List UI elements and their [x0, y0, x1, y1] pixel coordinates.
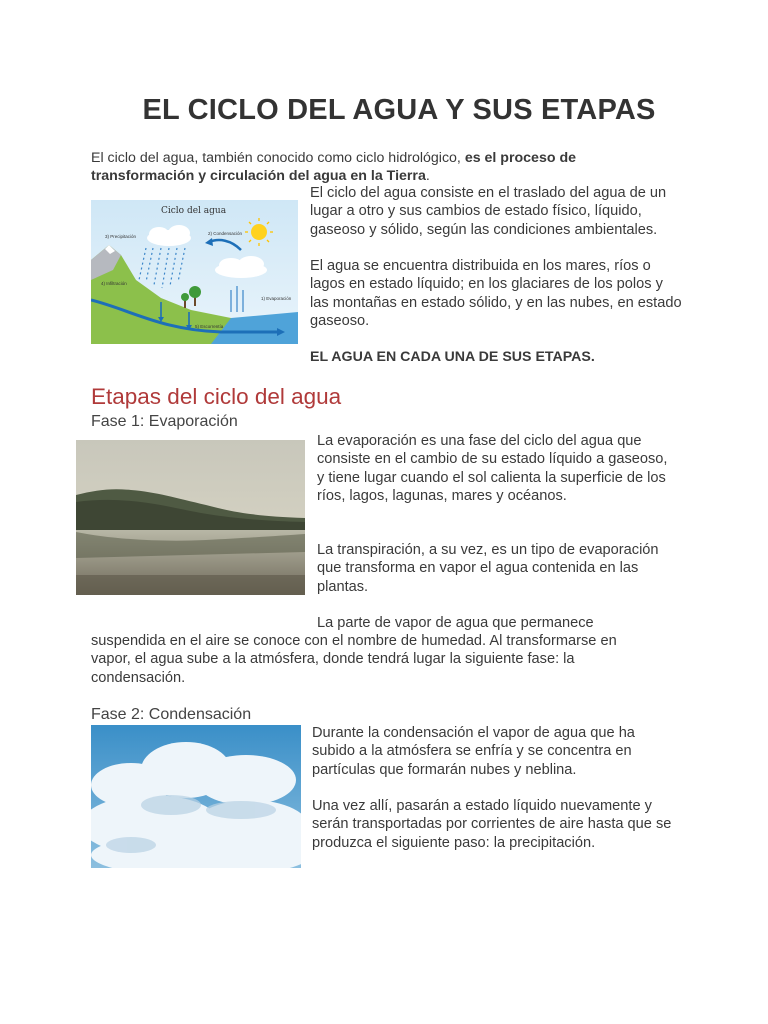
stages-subheading: EL AGUA EN CADA UNA DE SUS ETAPAS. — [310, 349, 595, 365]
intro-paragraph — [91, 150, 631, 185]
evaporation-paragraph: La evaporación es una fase del ciclo del agua que consiste en el cambio de su estado líquido a gaseoso, y tiene lugar cuando el sol calienta la superficie de los ríos, lagos, lagunas, mares y océanos. — [317, 433, 668, 505]
intro-end: . — [425, 167, 430, 184]
water-distribution-paragraph: El agua se encuentra distribuida en los mares, ríos o lagos en estado líquido; en los glaciares de los polos y las montañas en estado sólido, y en las nubes, en estado gaseoso. — [310, 258, 682, 330]
precipitation-transition-paragraph: Una vez allí, pasarán a estado líquido nuevamente y serán transportadas por corrientes de aire hasta que se produzca el siguiente paso: la precipitación. — [312, 798, 672, 851]
page-title: EL CICLO DEL AGUA Y SUS ETAPAS — [142, 94, 656, 126]
humidity-paragraph-rest: suspendida en el aire se conoce con el nombre de humedad. Al transformarse en vapor, el agua sube a la atmósfera, donde tendrá lugar la siguiente fase: la condensación. — [91, 633, 617, 686]
humidity-paragraph-start: La parte de vapor de agua que permanece — [317, 615, 594, 631]
lake-photo — [76, 440, 305, 595]
diagram-label-condensacion: 2) Condensación — [208, 231, 243, 236]
intro-plain: El ciclo del agua, también conocido como ciclo hidrológico, — [91, 150, 465, 166]
transpiration-paragraph: La transpiración, a su vez, es un tipo de evaporación que transforma en vapor el agua contenida en las plantas. — [317, 542, 659, 595]
clouds-photo — [91, 725, 301, 868]
diagram-label-evaporacion: 1) Evaporación — [261, 296, 292, 301]
fase1-heading: Fase 1: Evaporación — [91, 413, 238, 430]
fase2-heading: Fase 2: Condensación — [91, 706, 252, 723]
diagram-title: Ciclo del agua — [161, 206, 227, 216]
intro-bold: es el proceso de transformación y circulación del agua en la Tierra — [91, 150, 576, 184]
section-title: Etapas del ciclo del agua — [91, 384, 342, 409]
diagram-label-precipitacion: 3) Precipitación — [105, 234, 137, 239]
water-cycle-diagram — [91, 200, 298, 344]
diagram-label-escorrentia: 5) Escorrentía — [195, 324, 224, 329]
cycle-definition-paragraph: El ciclo del agua consiste en el traslado del agua de un lugar a otro y sus cambios de estado físico, líquido, gaseoso y sólido, según las condiciones ambientales. — [310, 185, 667, 238]
condensation-paragraph: Durante la condensación el vapor de agua que ha subido a la atmósfera se enfría y se concentra en partículas que formarán nubes y neblina. — [312, 725, 635, 778]
diagram-label-infiltracion: 4) Infiltración — [101, 281, 127, 286]
